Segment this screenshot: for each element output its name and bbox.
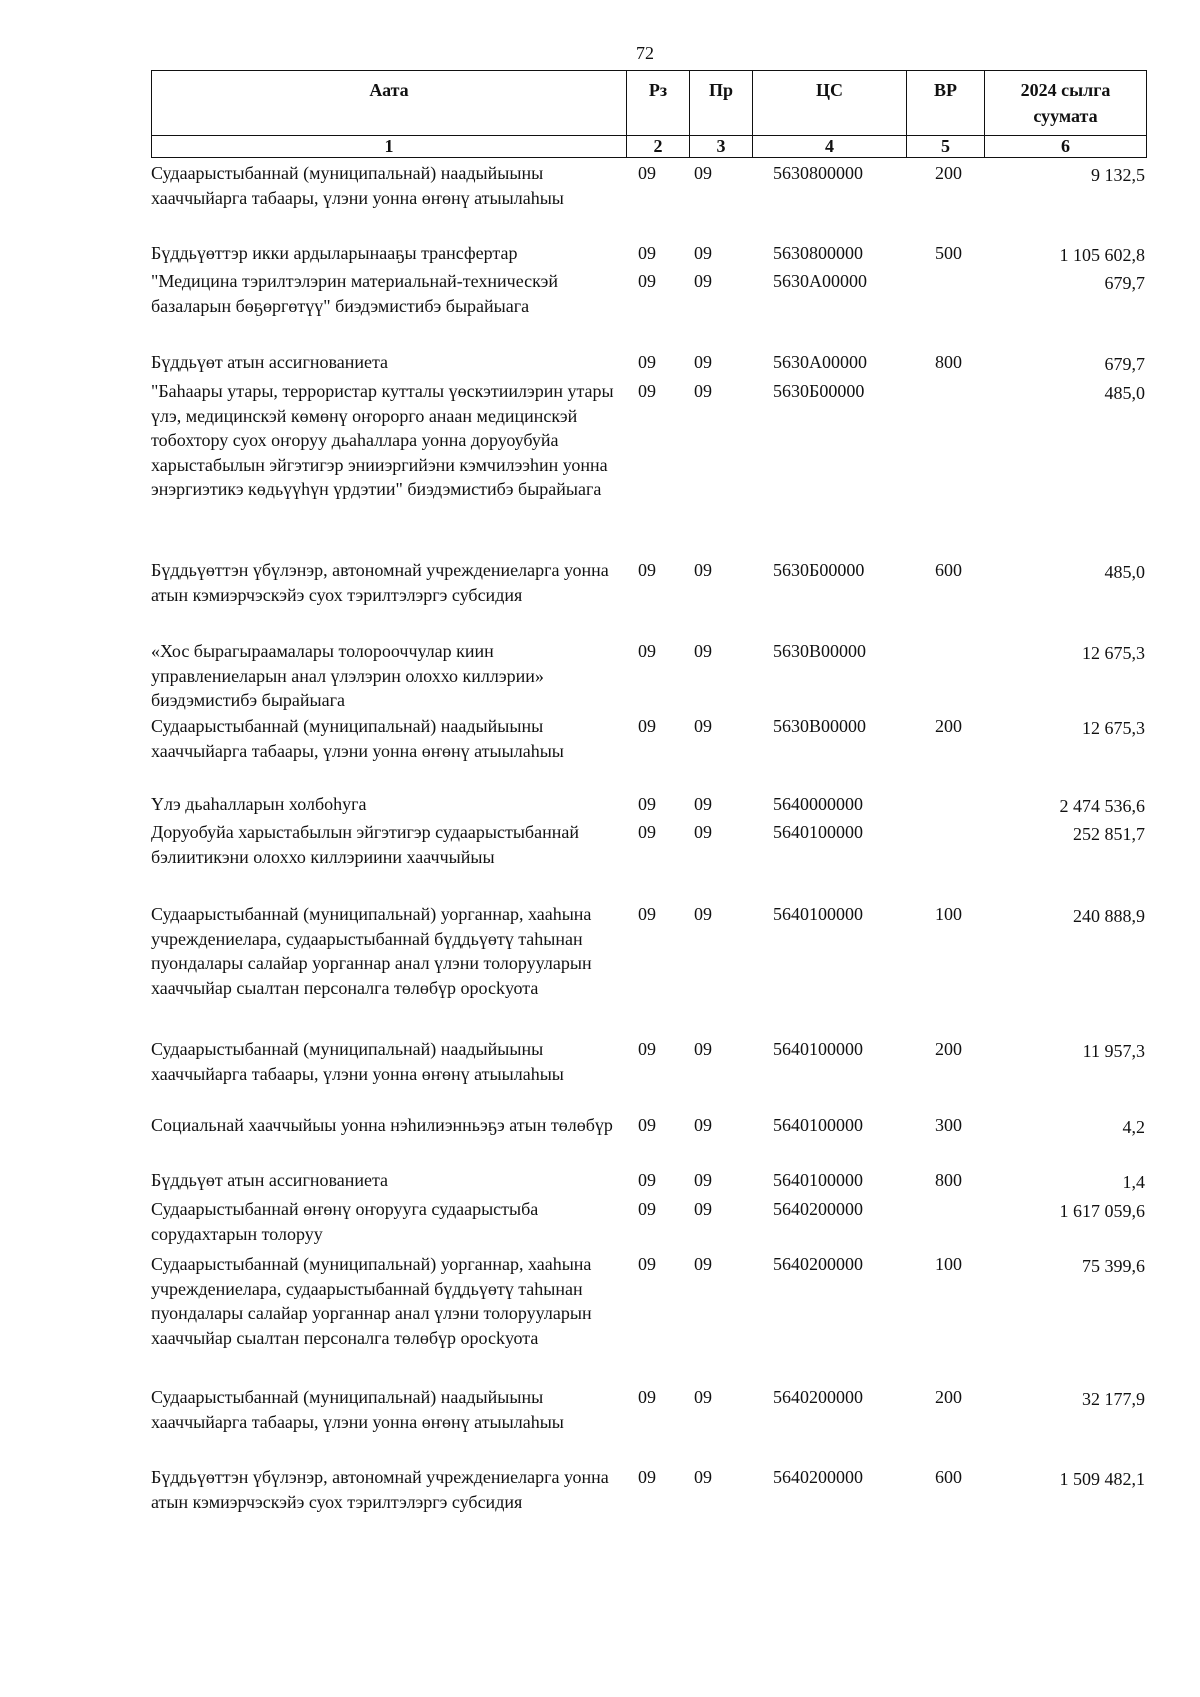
row-sum: 32 177,9 bbox=[1082, 1389, 1145, 1409]
row-vr: 200 bbox=[935, 1387, 962, 1407]
row-cs: 5640200000 bbox=[773, 1254, 863, 1274]
row-cs: 5640000000 bbox=[773, 794, 863, 814]
table-row bbox=[151, 1037, 1146, 1113]
column-header-vr: ВР bbox=[907, 71, 985, 136]
row-sum: 11 957,3 bbox=[1082, 1041, 1145, 1061]
row-rz: 09 bbox=[638, 243, 656, 263]
row-sum: 679,7 bbox=[1104, 354, 1145, 374]
row-vr: 200 bbox=[935, 163, 962, 183]
row-cs: 5640100000 bbox=[773, 1039, 863, 1059]
table-row bbox=[151, 379, 1146, 558]
table-row bbox=[151, 902, 1146, 1037]
row-sum: 485,0 bbox=[1104, 562, 1145, 582]
column-header-pr: Пр bbox=[690, 71, 753, 136]
row-pr: 09 bbox=[694, 1170, 712, 1190]
column-header-rz: Рз bbox=[627, 71, 690, 136]
row-name: Доруобуйа харыстабылын эйгэтигэр судаарыстыбаннай бэлиитикэни олоххо киллэриини хааччыйыы bbox=[151, 822, 579, 867]
row-sum: 252 851,7 bbox=[1073, 824, 1145, 844]
row-pr: 09 bbox=[694, 1039, 712, 1059]
row-rz: 09 bbox=[638, 271, 656, 291]
row-pr: 09 bbox=[694, 904, 712, 924]
table-row bbox=[151, 558, 1146, 639]
row-rz: 09 bbox=[638, 560, 656, 580]
row-pr: 09 bbox=[694, 352, 712, 372]
row-pr: 09 bbox=[694, 1254, 712, 1274]
row-rz: 09 bbox=[638, 1199, 656, 1219]
row-vr bbox=[923, 379, 1017, 558]
row-sum: 240 888,9 bbox=[1073, 906, 1145, 926]
row-pr: 09 bbox=[694, 716, 712, 736]
row-vr: 800 bbox=[935, 1170, 962, 1190]
table-row bbox=[151, 161, 1146, 241]
row-rz: 09 bbox=[638, 352, 656, 372]
row-name: Судаарыстыбаннай (муниципальнай) наадыйыыны хааччыйарга табаары, үлэни уонна өҥөнү атыылаһыы bbox=[151, 716, 564, 761]
row-pr: 09 bbox=[694, 560, 712, 580]
row-sum: 1 617 059,6 bbox=[1059, 1201, 1145, 1221]
row-vr bbox=[923, 269, 1017, 350]
row-name: "Баһаары утары, террористар кутталы үөскэтиилэрин утары үлэ, медицинскэй көмөнү оҥорорго анаан медицинскэй тобохтору суох оҥоруу дьаһаллара уонна доруоубуйа харыстабылын эйгэтигэр энииэргийэни кэмчилээһин уонна энэргиэтикэ көдьүүһүн үрдэтии" биэдэмистибэ бырайыага bbox=[151, 381, 614, 499]
row-sum: 1,4 bbox=[1122, 1172, 1145, 1192]
row-name: Судаарыстыбаннай (муниципальнай) наадыйыыны хааччыйарга табаары, үлэни уонна өҥөнү атыылаһыы bbox=[151, 1039, 564, 1084]
table-row bbox=[151, 241, 1146, 269]
row-name: Судаарыстыбаннай (муниципальнай) наадыйыыны хааччыйарга табаары, үлэни уонна өҥөнү атыылаһыы bbox=[151, 163, 564, 208]
column-number: 3 bbox=[690, 136, 753, 158]
row-sum: 1 105 602,8 bbox=[1059, 245, 1145, 265]
row-rz: 09 bbox=[638, 1115, 656, 1135]
table-body bbox=[151, 161, 1146, 1545]
row-pr: 09 bbox=[694, 163, 712, 183]
column-number: 1 bbox=[152, 136, 627, 158]
column-header-name: Аата bbox=[152, 71, 627, 136]
row-cs: 5630800000 bbox=[773, 243, 863, 263]
row-vr bbox=[923, 792, 1017, 820]
row-pr: 09 bbox=[694, 822, 712, 842]
column-number: 5 bbox=[907, 136, 985, 158]
row-vr: 300 bbox=[935, 1115, 962, 1135]
row-pr: 09 bbox=[694, 243, 712, 263]
row-name: Бүддьүөттэр икки ардыларынааҕы трансфертар bbox=[151, 243, 518, 263]
row-name: Бүддьүөт атын ассигнованиета bbox=[151, 352, 389, 372]
row-rz: 09 bbox=[638, 794, 656, 814]
row-cs: 5640100000 bbox=[773, 1170, 863, 1190]
row-cs: 5640200000 bbox=[773, 1199, 863, 1219]
row-cs: 5630В00000 bbox=[773, 641, 867, 661]
row-name: Судаарыстыбаннай өҥөнү оҥорууга судаарыстыба сорудахтарын толоруу bbox=[151, 1199, 539, 1244]
row-sum: 4,2 bbox=[1122, 1117, 1145, 1137]
column-number: 2 bbox=[627, 136, 690, 158]
row-sum: 12 675,3 bbox=[1082, 718, 1145, 738]
column-number: 4 bbox=[753, 136, 907, 158]
table-row bbox=[151, 1252, 1146, 1385]
row-name: Судаарыстыбаннай (муниципальнай) уорганнар, хааһына учреждениелара, судаарыстыбаннай бүддьүөтү таһынан пуондалары салайар уорганнар анал үлэни толорууларын хааччыйар сыалтан персоналга төлөбүр оросkуота bbox=[151, 904, 592, 998]
row-cs: 5630Б00000 bbox=[773, 560, 865, 580]
table-row bbox=[151, 1168, 1146, 1197]
row-pr: 09 bbox=[694, 1467, 712, 1487]
row-name: Бүддьүөттэн үбүлэнэр, автономнай учреждениеларга уонна атын кэмиэрчэскэйэ суох тэрилтэлэргэ субсидия bbox=[151, 560, 609, 605]
table-row bbox=[151, 1113, 1146, 1168]
table-row bbox=[151, 350, 1146, 379]
row-vr: 200 bbox=[935, 716, 962, 736]
row-vr: 500 bbox=[935, 243, 962, 263]
row-vr bbox=[923, 639, 1017, 714]
page-number: 72 bbox=[636, 43, 654, 63]
row-rz: 09 bbox=[638, 716, 656, 736]
row-rz: 09 bbox=[638, 641, 656, 661]
table-row bbox=[151, 820, 1146, 902]
row-sum: 75 399,6 bbox=[1082, 1256, 1145, 1276]
row-vr: 600 bbox=[935, 560, 962, 580]
row-name: Үлэ дьаһалларын холбоһуга bbox=[151, 794, 367, 814]
row-pr: 09 bbox=[694, 381, 712, 401]
row-rz: 09 bbox=[638, 904, 656, 924]
row-name: Судаарыстыбаннай (муниципальнай) уорганнар, хааһына учреждениелара, судаарыстыбаннай бүддьүөтү таһынан пуондалары салайар уорганнар анал үлэни толорууларын хааччыйар сыалтан персоналга төлөбүр оросkуота bbox=[151, 1254, 592, 1348]
row-pr: 09 bbox=[694, 1387, 712, 1407]
row-rz: 09 bbox=[638, 163, 656, 183]
row-cs: 5640100000 bbox=[773, 1115, 863, 1135]
row-cs: 5630А00000 bbox=[773, 352, 867, 372]
row-pr: 09 bbox=[694, 1199, 712, 1219]
row-rz: 09 bbox=[638, 1170, 656, 1190]
row-sum: 679,7 bbox=[1104, 273, 1145, 293]
row-cs: 5630В00000 bbox=[773, 716, 867, 736]
row-sum: 2 474 536,6 bbox=[1059, 796, 1145, 816]
row-cs: 5640100000 bbox=[773, 822, 863, 842]
row-name: Бүддьүөттэн үбүлэнэр, автономнай учреждениеларга уонна атын кэмиэрчэскэйэ суох тэрилтэлэргэ субсидия bbox=[151, 1467, 609, 1512]
column-number: 6 bbox=[985, 136, 1147, 158]
row-sum: 9 132,5 bbox=[1091, 165, 1145, 185]
column-header-cs: ЦС bbox=[753, 71, 907, 136]
row-name: "Медицина тэрилтэлэрин материальнай-техническэй базаларын бөҕөргөтүү" биэдэмистибэ бырайыага bbox=[151, 271, 558, 316]
row-vr bbox=[923, 1197, 1017, 1252]
row-sum: 12 675,3 bbox=[1082, 643, 1145, 663]
row-cs: 5630Б00000 bbox=[773, 381, 865, 401]
row-vr: 100 bbox=[935, 1254, 962, 1274]
row-cs: 5630А00000 bbox=[773, 271, 867, 291]
row-cs: 5640200000 bbox=[773, 1467, 863, 1487]
row-name: «Хос бырагыраамалары толорооччулар киин управлениеларын анал үлэлэрин олоххо киллэрии» биэдэмистибэ бырайыага bbox=[151, 641, 544, 710]
row-vr: 600 bbox=[935, 1467, 962, 1487]
table-header bbox=[151, 70, 1147, 158]
table-row bbox=[151, 1385, 1146, 1465]
table-row bbox=[151, 269, 1146, 350]
table-row bbox=[151, 714, 1146, 792]
column-header-sum: 2024 сылга суумата bbox=[985, 71, 1147, 136]
row-rz: 09 bbox=[638, 822, 656, 842]
row-sum: 485,0 bbox=[1104, 383, 1145, 403]
row-vr bbox=[923, 820, 1017, 902]
row-pr: 09 bbox=[694, 271, 712, 291]
row-vr: 200 bbox=[935, 1039, 962, 1059]
row-pr: 09 bbox=[694, 794, 712, 814]
row-rz: 09 bbox=[638, 1254, 656, 1274]
row-cs: 5630800000 bbox=[773, 163, 863, 183]
row-vr: 800 bbox=[935, 352, 962, 372]
row-rz: 09 bbox=[638, 1467, 656, 1487]
row-rz: 09 bbox=[638, 381, 656, 401]
table-row bbox=[151, 639, 1146, 714]
row-sum: 1 509 482,1 bbox=[1059, 1469, 1145, 1489]
table-row bbox=[151, 792, 1146, 820]
table-row bbox=[151, 1197, 1146, 1252]
row-name: Бүддьүөт атын ассигнованиета bbox=[151, 1170, 389, 1190]
row-name: Социальнай хааччыйыы уонна нэһилиэнньэҕэ атын төлөбүр bbox=[151, 1115, 613, 1135]
row-rz: 09 bbox=[638, 1387, 656, 1407]
row-vr: 100 bbox=[935, 904, 962, 924]
row-rz: 09 bbox=[638, 1039, 656, 1059]
row-name: Судаарыстыбаннай (муниципальнай) наадыйыыны хааччыйарга табаары, үлэни уонна өҥөнү атыылаһыы bbox=[151, 1387, 564, 1432]
row-cs: 5640100000 bbox=[773, 904, 863, 924]
row-pr: 09 bbox=[694, 641, 712, 661]
row-pr: 09 bbox=[694, 1115, 712, 1135]
table-row bbox=[151, 1465, 1146, 1545]
row-cs: 5640200000 bbox=[773, 1387, 863, 1407]
